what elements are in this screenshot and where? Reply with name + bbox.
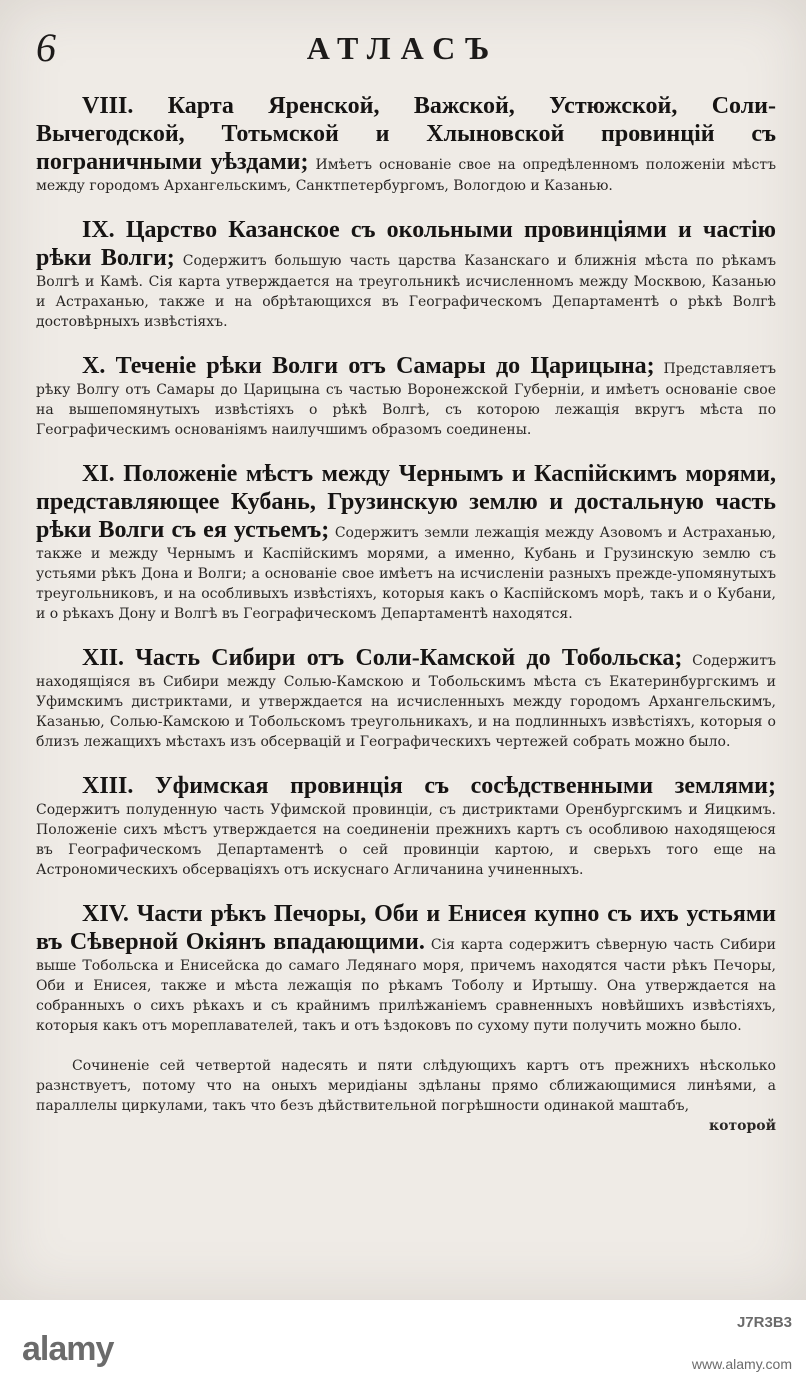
entry-title: VIII. Карта Яренской, Важской, Устюжской, Соли-Вычегодской, Тотьмской и Хлыновской провинцій съ пограничными уѣздами; — [36, 93, 776, 175]
running-head: АТЛАСЪ — [306, 30, 500, 66]
entry-ix — [36, 216, 776, 332]
entry-title: XII. Часть Сибири отъ Соли-Камской до Тобольска; — [82, 645, 683, 671]
entry-xi — [36, 460, 776, 624]
entry-title: XI. Положеніе мѣстъ между Чернымъ и Каспійскимъ морями, представляющее Кубань, Грузинскую землю и достальную часть рѣки Волги съ ея устьемъ; — [36, 461, 776, 543]
entry-body: Содержитъ большую часть царства Казанскаго и ближнія мѣста по рѣкамъ Волгѣ и Камѣ. Сія карта утверждается на треугольникѣ исчисленномъ между Москвою, Казанью и Астраханью, также и на обрѣтающихся въ Географическомъ Департаментѣ о рѣкѣ Волгѣ достовѣрныхъ извѣстіяхъ. — [36, 253, 777, 330]
entry-title: X. Теченіе рѣки Волги отъ Самары до Царицына; — [82, 353, 655, 379]
entry-title: IX. Царство Казанское съ окольными провинціями и частію рѣки Волги; — [36, 217, 776, 271]
watermark-logo: alamy — [22, 1330, 114, 1368]
entry-xiv — [36, 900, 776, 1036]
page-number: 6 — [36, 25, 56, 70]
entry-body: Содержитъ земли лежащія между Азовомъ и Астраханью, также и между Чернымъ и Каспійскимъ морями, а именно, Кубань и Грузинскую землю съ устьями рѣкъ Дона и Волги; а основаніе свое имѣетъ на исчисленіи разныхъ прежде-упомянутыхъ треугольниковъ, и на особливыхъ извѣстіяхъ, которыя какъ о Каспійскомъ морѣ, такъ и о Кубани, и о рѣкахъ Дону и Волгѣ въ Географическомъ Департаментѣ находятся. — [36, 525, 777, 622]
watermark-url: www.alamy.com — [691, 1356, 792, 1372]
entry-x — [36, 352, 776, 440]
catchword: которой — [709, 1118, 776, 1134]
entry-title: XIII. Уфимская провинція съ сосѣдственными землями; — [82, 773, 776, 799]
page-content — [36, 92, 776, 1134]
entry-xiii — [36, 772, 776, 880]
entry-body: Содержитъ находящіяся въ Сибири между Солью-Камскою и Тобольскимъ мѣста съ Екатеринбургскимъ и Уфимскимъ дистриктами, и утверждается на исчисленныхъ между городомъ Архангельскимъ, Казанью, Солью-Камскою и Тобольскомъ треугольникахъ, и на подлинныхъ извѣстіяхъ, которыя о близъ лежащихъ мѣстахъ изъ обсервацій и Географическихъ чертежей собрать можно было. — [36, 653, 776, 750]
entry-title: XIV. Части рѣкъ Печоры, Оби и Енисея купно съ ихъ устьями въ Сѣверной Окіянъ впадающими. — [36, 901, 776, 955]
watermark-strip — [0, 1300, 806, 1390]
entry-viii — [36, 92, 776, 196]
entry-body: Сія карта содержитъ сѣверную часть Сибири выше Тобольска и Енисейска до самаго Ледянаго моря, причемъ находятся части рѣкъ Печоры, Оби и Енисея, также и мѣста лежащія по рѣкамъ Тоболу и Иртышу. Она утверждается на собранныхъ о сихъ рѣкахъ и съ крайнимъ прилѣжаніемъ сравненныхъ новѣйшихъ извѣстіяхъ, которыя какъ отъ мореплавателей, такъ и отъ ѣздоковъ по сухому пути получить можно было. — [36, 937, 777, 1034]
entry-xii — [36, 644, 776, 752]
closing-paragraph: Сочиненіе сей четвертой надесять и пяти слѣдующихъ картъ отъ прежнихъ нѣсколько разнствуетъ, потому что на оныхъ меридіаны здѣланы прямо сближающимися линѣями, а параллелы циркулами, такъ что безъ дѣйствительной погрѣшности одинакой маштабъ, — [36, 1058, 776, 1114]
entry-body: Содержитъ полуденную часть Уфимской провинціи, съ дистриктами Оренбургскимъ и Яицкимъ. Положеніе сихъ мѣстъ утверждается на соединеніи прежнихъ картъ съ особливою находящеюся въ Географическомъ Департаментѣ о сей провинціи картою, и сверьхъ того еще на Астрономическихъ обсерваціяхъ отъ искуснаго Агличанина учиненныхъ. — [36, 802, 776, 878]
watermark-image-id: J7R3B3 — [736, 1314, 792, 1331]
entry-body: Представляетъ рѣку Волгу отъ Самары до Царицына съ частью Воронежской Губерніи, и имѣетъ основаніе свое на вышепомянутыхъ извѣстіяхъ о рѣкѣ Волгѣ, съ которою лежащія вкругъ мѣста по Географическимъ основаніямъ наилучшимъ образомъ соединены. — [36, 361, 777, 438]
entry-body: Имѣетъ основаніе свое на опредѣленномъ положеніи мѣстъ между городомъ Архангельскимъ, Санктпетербургомъ, Вологдою и Казанью. — [36, 157, 776, 194]
